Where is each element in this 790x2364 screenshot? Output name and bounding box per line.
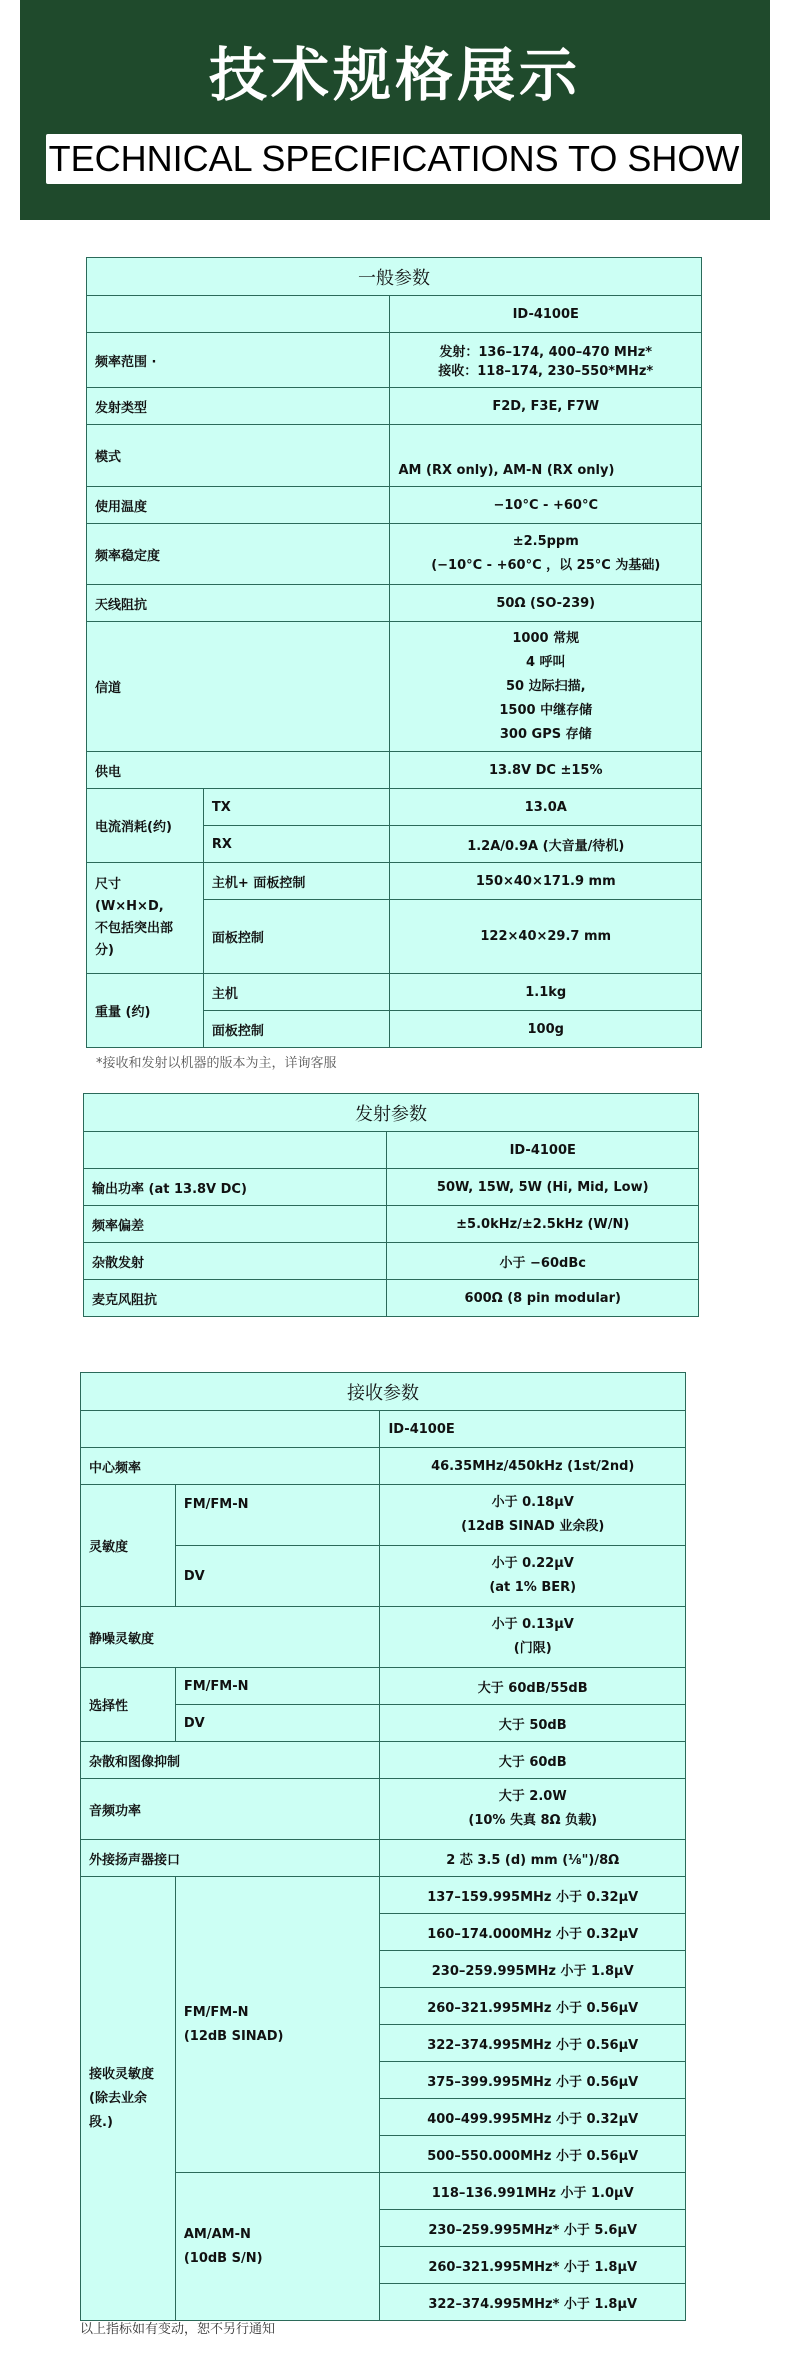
row-label: 静噪灵敏度 (81, 1607, 380, 1668)
sub-value: 260–321.995MHz* 小于 1.8μV (380, 2247, 686, 2284)
row-label: 模式 (87, 425, 390, 487)
selectivity-label: 选择性 (81, 1668, 176, 1742)
page-title-english: TECHNICAL SPECIFICATIONS TO SHOW (48, 138, 740, 179)
row-label: 信道 (87, 622, 390, 752)
sub-value: 375–399.995MHz 小于 0.56μV (380, 2062, 686, 2099)
transmit-params-title: 发射参数 (84, 1094, 699, 1132)
sub-value: 230–259.995MHz 小于 1.8μV (380, 1951, 686, 1988)
general-footnote: *接收和发射以机器的版本为主，详询客服 (96, 1056, 337, 1071)
sub-value: 322–374.995MHz* 小于 1.8μV (380, 2284, 686, 2321)
sub-value: 400–499.995MHz 小于 0.32μV (380, 2099, 686, 2136)
sub-value: 122×40×29.7 mm (390, 900, 702, 974)
sub-value: 118–136.991MHz 小于 1.0μV (380, 2173, 686, 2210)
weight-label: 重量 (约) (87, 974, 204, 1048)
row-value: ±2.5ppm (−10°C - +60°C ，以 25°C 为基础) (390, 524, 702, 585)
receive-footnote: 以上指标如有变动，恕不另行通知 (80, 2322, 276, 2337)
row-label: 频率范围 · (87, 333, 390, 388)
row-value: AM (RX only), AM-N (RX only) (390, 425, 702, 487)
sub-value: 322–374.995MHz 小于 0.56μV (380, 2025, 686, 2062)
row-value: 小于 0.13μV (门限) (380, 1607, 686, 1668)
sub-value: 1.1kg (390, 974, 702, 1011)
sub-label: FM/FM-N (175, 1668, 380, 1705)
page-title-chinese: 技术规格展示 (208, 41, 581, 109)
sub-value: 500–550.000MHz 小于 0.56μV (380, 2136, 686, 2173)
row-label: 外接扬声器接口 (81, 1840, 380, 1877)
row-value: 1000 常规 4 呼叫 50 边际扫描, 1500 中继存储 300 GPS 存储 (390, 622, 702, 752)
row-label: 使用温度 (87, 487, 390, 524)
receive-params-title: 接收参数 (81, 1373, 686, 1411)
model-cell: ID-4100E (390, 296, 702, 333)
receive-params-table (80, 1372, 686, 2321)
sub-label: 面板控制 (203, 900, 390, 974)
model-cell: ID-4100E (380, 1411, 686, 1448)
sub-value: 小于 0.18μV (12dB SINAD 业余段) (380, 1485, 686, 1546)
rx-sensitivity-label: 接收灵敏度 (除去业余 段.) (81, 1877, 176, 2321)
row-value: 600Ω (8 pin modular) (387, 1280, 699, 1317)
sub-value: 100g (390, 1011, 702, 1048)
row-value: 2 芯 3.5 (d) mm (⅛")/8Ω (380, 1840, 686, 1877)
transmit-params-table (83, 1093, 699, 1317)
header-banner (20, 0, 770, 220)
row-value: F2D, F3E, F7W (390, 388, 702, 425)
sub-label: FM/FM-N (12dB SINAD) (175, 1877, 380, 2173)
sub-label: DV (175, 1546, 380, 1607)
row-label: 杂散和图像抑制 (81, 1742, 380, 1779)
sub-label: 面板控制 (203, 1011, 390, 1048)
general-params-table (86, 257, 702, 1048)
sub-value: 大于 60dB/55dB (380, 1668, 686, 1705)
sub-label: AM/AM-N (10dB S/N) (175, 2173, 380, 2321)
row-label: 杂散发射 (84, 1243, 387, 1280)
row-label: 频率稳定度 (87, 524, 390, 585)
row-label: 中心频率 (81, 1448, 380, 1485)
english-title-bar (46, 134, 742, 184)
row-label: 麦克风阻抗 (84, 1280, 387, 1317)
sub-label: RX (203, 826, 390, 863)
sub-label: FM/FM-N (175, 1485, 380, 1546)
row-value: 13.8V DC ±15% (390, 752, 702, 789)
row-value: ±5.0kHz/±2.5kHz (W/N) (387, 1206, 699, 1243)
sub-value: 1.2A/0.9A (大音量/待机) (390, 826, 702, 863)
current-label: 电流消耗(约) (87, 789, 204, 863)
row-label: 供电 (87, 752, 390, 789)
row-label: 天线阻抗 (87, 585, 390, 622)
sub-value: 150×40×171.9 mm (390, 863, 702, 900)
model-cell: ID-4100E (387, 1132, 699, 1169)
size-label: 尺寸 (W×H×D, 不包括突出部 分) (87, 863, 204, 974)
row-value: 大于 2.0W (10% 失真 8Ω 负载) (380, 1779, 686, 1840)
sub-label: DV (175, 1705, 380, 1742)
row-value: 发射：136–174, 400–470 MHz* 接收：118–174, 230–550*MHz* (390, 333, 702, 388)
row-value: 46.35MHz/450kHz (1st/2nd) (380, 1448, 686, 1485)
row-value: −10°C - +60°C (390, 487, 702, 524)
sensitivity-label: 灵敏度 (81, 1485, 176, 1607)
sub-value: 13.0A (390, 789, 702, 826)
sub-value: 160–174.000MHz 小于 0.32μV (380, 1914, 686, 1951)
row-label: 音频功率 (81, 1779, 380, 1840)
row-value: 50W, 15W, 5W (Hi, Mid, Low) (387, 1169, 699, 1206)
row-value: 大于 60dB (380, 1742, 686, 1779)
row-value: 50Ω (SO-239) (390, 585, 702, 622)
row-label: 发射类型 (87, 388, 390, 425)
row-value: 小于 −60dBc (387, 1243, 699, 1280)
sub-label: 主机 (203, 974, 390, 1011)
general-params-title: 一般参数 (87, 258, 702, 296)
row-label: 输出功率 (at 13.8V DC) (84, 1169, 387, 1206)
sub-label: TX (203, 789, 390, 826)
sub-label: 主机+ 面板控制 (203, 863, 390, 900)
sub-value: 230–259.995MHz* 小于 5.6μV (380, 2210, 686, 2247)
sub-value: 大于 50dB (380, 1705, 686, 1742)
sub-value: 260–321.995MHz 小于 0.56μV (380, 1988, 686, 2025)
sub-value: 小于 0.22μV (at 1% BER) (380, 1546, 686, 1607)
row-label: 频率偏差 (84, 1206, 387, 1243)
sub-value: 137–159.995MHz 小于 0.32μV (380, 1877, 686, 1914)
